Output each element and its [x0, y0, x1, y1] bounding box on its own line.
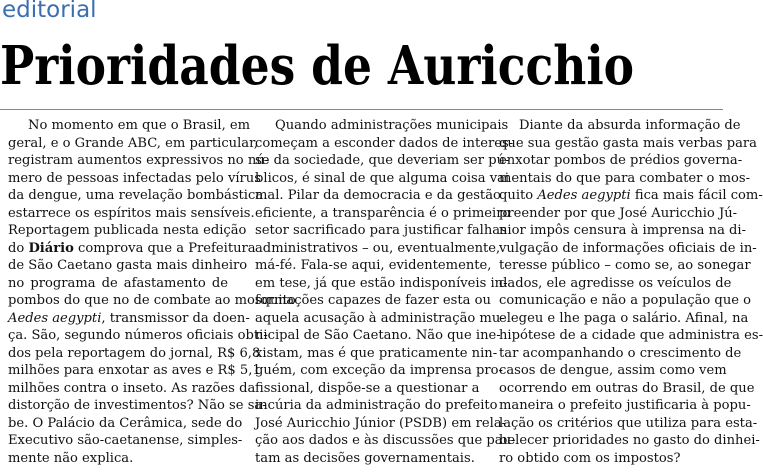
column-line: dados, ele agredisse os veículos de	[499, 275, 732, 291]
column-line: ça. São, segundo números oficiais obti-	[8, 328, 268, 343]
line-text: comprova que a Prefeitura	[73, 240, 256, 256]
column-line: distorção de investimentos? Não se sa-	[8, 398, 267, 413]
column-line: hipótese de a cidade que administra es-	[499, 328, 763, 343]
column-line: elegeu e lhe paga o salário. Afinal, na	[499, 310, 749, 326]
column-line	[499, 187, 763, 205]
column-line: casos de dengue, assim como vem	[499, 363, 727, 378]
headline-rule	[0, 109, 723, 110]
species-name: Aedes aegypti	[537, 188, 631, 203]
column-line: ção aos dados e às discussões que pau-	[255, 433, 516, 448]
column-line: nicipal de São Caetano. Não que ine-	[255, 328, 501, 343]
column-line: da dengue, uma revelação bombástica	[8, 188, 264, 203]
column-line: tar acompanhando o crescimento de	[499, 345, 742, 361]
column-line: tam as decisões governamentais.	[255, 450, 475, 466]
column-line: incúria da administração do prefeito	[255, 398, 498, 413]
column-line: milhões para enxotar as aves e R$ 5,1	[8, 363, 261, 378]
column-line: pombos do que no de combate ao mosquito	[8, 293, 296, 308]
column-line: mentais do que para combater o mos-	[499, 170, 751, 186]
column-line: enxotar pombos de prédios governa-	[499, 153, 743, 168]
column-line: Executivo são-caetanense, simples-	[8, 433, 243, 448]
column-line: teresse público – como se, ao sonegar	[499, 258, 751, 273]
column-line: guém, com exceção da imprensa pro-	[255, 363, 503, 378]
column-line: maneira o prefeito justificaria à popu-	[499, 398, 751, 413]
column-line: eficiente, a transparência é o primeiro	[255, 205, 511, 221]
column-line: comunicação e não a população que o	[499, 293, 752, 308]
column-line: formações capazes de fazer esta ou	[255, 293, 491, 308]
line-text: , transmissor da doen-	[101, 310, 250, 326]
line-text: fica mais fácil com-	[630, 188, 763, 203]
column-line: dos pela reportagem do jornal, R$ 6,8	[8, 345, 261, 361]
column-line: geral, e o Grande ABC, em particular,	[8, 135, 259, 151]
column-line: Diante da absurda informação de	[519, 118, 741, 133]
column-line: administrativos – ou, eventualmente,	[255, 240, 501, 256]
column-line: mal. Pilar da democracia e da gestão	[255, 188, 501, 203]
column-line: José Auricchio Júnior (PSDB) em rela-	[255, 415, 507, 431]
column-line: vulgação de informações oficiais de in-	[499, 240, 757, 256]
column-line: no programa de afastamento de	[8, 275, 228, 291]
column-line: milhões contra o inseto. As razões da	[8, 380, 256, 396]
section-label: editorial	[2, 0, 97, 23]
text-column-1	[8, 117, 296, 467]
column-line: má-fé. Fala-se aqui, evidentemente,	[255, 258, 492, 273]
column-line: Reportagem publicada nesta edição	[8, 223, 247, 238]
species-name: Aedes aegypti	[8, 310, 102, 326]
column-line: xistam, mas é que praticamente nin-	[255, 345, 498, 361]
column-line: lação os critérios que utiliza para esta-	[499, 415, 758, 431]
column-line: mente não explica.	[8, 450, 134, 466]
column-line: preender por que José Auricchio Jú-	[499, 205, 738, 221]
column-line: em tese, já que estão indisponíveis in-	[255, 275, 508, 291]
column-line: belecer prioridades no gasto do dinhei-	[499, 433, 760, 448]
column-line: aquela acusação à administração mu-	[255, 310, 505, 326]
column-line	[8, 240, 256, 258]
column-line: be. O Palácio da Cerâmica, sede do	[8, 415, 243, 431]
column-line: fissional, dispõe-se a questionar a	[255, 380, 480, 396]
line-text: quito	[499, 188, 538, 203]
column-line	[8, 310, 250, 328]
column-line: Quando administrações municipais	[275, 118, 509, 133]
column-line: ro obtido com os impostos?	[499, 450, 681, 466]
text-column-2	[255, 117, 516, 467]
column-line: nior impôs censura à imprensa na di-	[499, 223, 747, 238]
newspaper-name: Diário	[28, 240, 74, 256]
column-line: começam a esconder dados de interes-	[255, 135, 514, 151]
column-line: No momento em que o Brasil, em	[28, 118, 251, 133]
line-text: do	[8, 240, 29, 256]
column-line: que sua gestão gasta mais verbas para	[499, 135, 757, 151]
column-line: setor sacrificado para justificar falhas	[255, 223, 507, 238]
column-line: ocorrendo em outras do Brasil, de que	[499, 380, 755, 396]
column-line: mero de pessoas infectadas pelo vírus	[8, 170, 261, 186]
column-line: blicos, é sinal de que alguma coisa vai	[255, 170, 510, 186]
column-line: estarrece os espíritos mais sensíveis.	[8, 205, 255, 221]
headline: Prioridades de Auricchio	[0, 35, 635, 97]
text-column-3	[499, 117, 763, 467]
column-line: de São Caetano gasta mais dinheiro	[8, 258, 248, 273]
column-line: registram aumentos expressivos no nú-	[8, 153, 270, 168]
column-line: se da sociedade, que deveriam ser pú-	[255, 153, 510, 168]
